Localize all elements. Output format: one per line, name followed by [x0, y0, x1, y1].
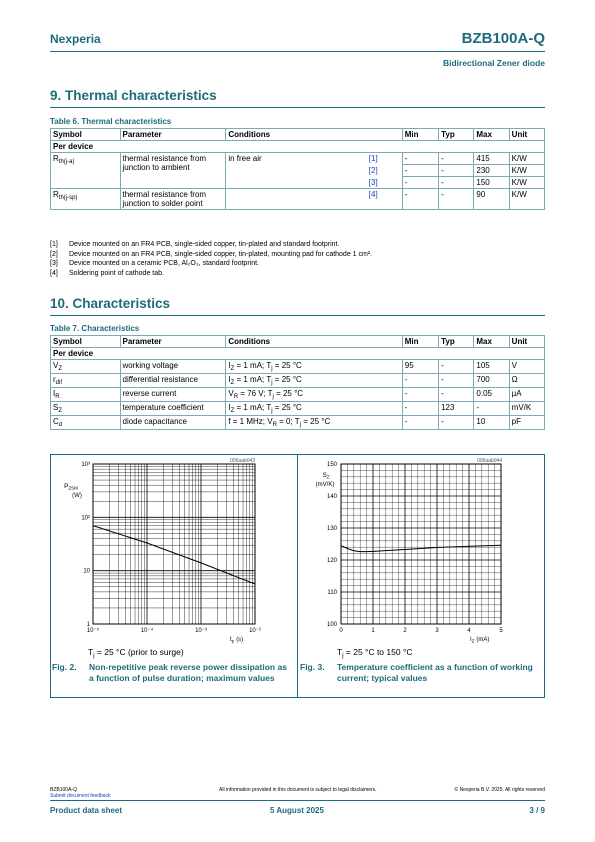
fig3-xtick-label: 1 [371, 628, 375, 634]
note-text: Device mounted on an FR4 PCB, single-sided copper, tin-plated, mounting pad for cathode 1 cm². [69, 250, 373, 258]
brand-name: Nexperia [50, 32, 101, 46]
max-cell: 10 [474, 416, 509, 430]
table-header-row [51, 129, 545, 141]
group-label: Per device [51, 141, 545, 153]
fig3-ytick-label: 130 [326, 526, 337, 532]
unit-cell: mV/K [509, 402, 544, 416]
unit-cell: K/W [509, 177, 544, 189]
fig2-ytick-label: 1 [86, 622, 90, 628]
fig2-plot-frame [93, 464, 255, 624]
footer-copyright: © Nexperia B.V. 2025. All rights reserved [454, 787, 545, 793]
fig3-xlabel-sub: Z [471, 638, 475, 644]
fig3-ytick-label: 100 [326, 622, 337, 628]
fig2-xtick-label: 10⁻³ [195, 628, 207, 634]
note-item [50, 240, 372, 250]
col-unit: Unit [509, 336, 544, 348]
footer-doc-id: BZB100A-Q [50, 787, 77, 793]
footer-page: 3 / 9 [529, 806, 545, 815]
footer-rule [50, 800, 545, 801]
fig3-chart [298, 454, 545, 644]
typ-cell: - [439, 153, 474, 165]
col-parameter: Parameter [120, 336, 226, 348]
symbol-main: I [53, 389, 56, 398]
table-6-caption: Table 6. Thermal characteristics [50, 117, 172, 126]
fig2-number: Fig. 2. [52, 662, 77, 672]
parameter-cell: thermal resistance from junction to solder point [120, 189, 226, 210]
col-min: Min [402, 336, 438, 348]
characteristics-table [50, 335, 545, 430]
parameter-cell: working voltage [120, 360, 226, 374]
fig3-caption: Temperature coefficient as a function of working current; typical values [337, 662, 533, 683]
fig3-condition: $T_j = 25$ °C to 150 °C [337, 647, 413, 659]
note-ref-link[interactable]: [2] [368, 166, 378, 175]
symbol-sub: th(j-sp) [58, 195, 78, 201]
section-9-title: 9. Thermal characteristics [50, 88, 217, 103]
fig3-ylabel-sub: Z [326, 474, 330, 480]
section-9-rule [50, 107, 545, 108]
symbol-sub: Z [58, 408, 63, 414]
table-row [51, 416, 545, 430]
symbol-cell [51, 153, 121, 189]
symbol-cell [51, 360, 121, 374]
symbol-sub: d [58, 422, 63, 428]
fig2-xtick-label: 10⁻⁵ [86, 628, 100, 634]
max-cell: 230 [474, 165, 509, 177]
min-cell [368, 177, 438, 189]
fig2-caption: Non-repetitive peak reverse power dissipation as a function of pulse duration; maximum values [89, 662, 287, 683]
col-unit: Unit [509, 129, 544, 141]
col-typ: Typ [439, 129, 474, 141]
fig2-xlabel-sub: p [231, 638, 235, 644]
fig3-yunit: (mV/K) [315, 482, 335, 488]
note-ref-link[interactable]: [4] [368, 190, 378, 199]
fig2-ytick-label: 10² [81, 515, 90, 522]
symbol-cell [51, 189, 121, 210]
unit-cell: K/W [509, 189, 544, 210]
symbol-cell [51, 388, 121, 402]
fig2-ylabel-sub: ZSM [68, 485, 78, 491]
col-conditions: Conditions [226, 336, 402, 348]
conditions-cell: $I_Z = 1$ mA; $T_j = 25$ °C [226, 360, 402, 374]
fig2-xtick-label: 10⁻² [249, 628, 261, 634]
table-row [51, 153, 545, 165]
thermal-table [50, 128, 545, 210]
min-cell: - [402, 374, 438, 388]
note-item [50, 250, 372, 260]
min-cell: 95 [402, 360, 438, 374]
max-cell: 90 [474, 189, 509, 210]
table-row [51, 402, 545, 416]
note-number: [4] [50, 269, 58, 277]
fig3-xlabel [470, 637, 489, 644]
fig2-ylabel [64, 483, 78, 491]
typ-cell: - [439, 360, 474, 374]
typ-cell: - [439, 189, 474, 210]
footer-doc-type: Product data sheet [50, 806, 123, 815]
col-parameter: Parameter [120, 129, 226, 141]
fig3-ytick-label: 150 [326, 462, 337, 468]
typ-cell: - [439, 165, 474, 177]
table-7-caption: Table 7. Characteristics [50, 324, 140, 333]
symbol-cell [51, 416, 121, 430]
table-notes [50, 240, 372, 278]
col-conditions: Conditions [226, 129, 402, 141]
unit-cell: V [509, 360, 544, 374]
fig3-code: 006aab044 [476, 458, 502, 464]
fig3-xtick-label: 3 [435, 628, 439, 634]
symbol-cell [51, 374, 121, 388]
table-row [51, 374, 545, 388]
group-row [51, 141, 545, 153]
min-value: - [404, 190, 408, 199]
typ-cell: 123 [439, 402, 474, 416]
fig3-xtick-label: 2 [403, 628, 407, 634]
unit-cell: µA [509, 388, 544, 402]
symbol-main: R [53, 190, 59, 199]
min-value: - [404, 154, 408, 163]
fig2-condition: $T_j = 25$ °C (prior to surge) [88, 647, 184, 659]
parameter-cell: temperature coefficient [120, 402, 226, 416]
note-ref-link[interactable]: [1] [368, 154, 378, 163]
fig3-xunit: (mA) [476, 637, 490, 643]
parameter-cell: differential resistance [120, 374, 226, 388]
document-subtitle: Bidirectional Zener diode [442, 58, 545, 68]
table-row [51, 388, 545, 402]
fig3-xlabel-main: I [470, 637, 472, 643]
note-ref-link[interactable]: [3] [368, 178, 378, 187]
symbol-main: C [53, 417, 59, 426]
min-cell: - [402, 388, 438, 402]
fig2-xtick-label: 10⁻⁴ [140, 628, 154, 634]
group-row [51, 348, 545, 360]
max-cell: 415 [474, 153, 509, 165]
symbol-sub: R [55, 394, 60, 400]
note-number: [1] [50, 241, 58, 248]
symbol-main: V [53, 361, 59, 370]
section-10-rule [50, 315, 545, 316]
symbol-sub: Z [58, 366, 63, 372]
min-cell [368, 153, 438, 165]
fig2-xunit: (s) [236, 637, 244, 643]
fig2-xlabel [230, 637, 243, 644]
note-text: Device mounted on a ceramic PCB, Al₂O₃, standard footprint. [69, 260, 259, 267]
conditions-cell: $V_R = 76$ V; $T_j = 25$ °C [226, 388, 402, 402]
header-rule [50, 51, 545, 52]
fig3-series-line [341, 545, 501, 551]
parameter-cell: reverse current [120, 388, 226, 402]
fig2-code: 006aab043 [229, 458, 255, 464]
fig3-plot-frame [341, 464, 501, 624]
note-number: [2] [50, 250, 58, 258]
symbol-sub: th(j-a) [58, 159, 75, 165]
max-cell: 150 [474, 177, 509, 189]
section-10-title: 10. Characteristics [50, 296, 171, 311]
col-max: Max [474, 336, 509, 348]
symbol-main: S [53, 403, 59, 412]
col-symbol: Symbol [51, 336, 121, 348]
fig2-ytick-label: 10³ [81, 462, 90, 468]
footer-legal: All information provided in this document is subject to legal disclaimers. [219, 787, 377, 793]
col-symbol: Symbol [51, 129, 121, 141]
min-value: - [404, 166, 408, 175]
table-header-row [51, 336, 545, 348]
fig2-ylabel-main: P [64, 483, 69, 490]
fig2-chart [50, 454, 297, 644]
unit-cell: K/W [509, 153, 544, 165]
conditions-cell: $I_Z = 1$ mA; $T_j = 25$ °C [226, 402, 402, 416]
part-number: BZB100A-Q [461, 30, 545, 47]
max-cell: 105 [474, 360, 509, 374]
conditions-cell: $I_Z = 1$ mA; $T_j = 25$ °C [226, 374, 402, 388]
col-max: Max [474, 129, 509, 141]
parameter-cell: diode capacitance [120, 416, 226, 430]
typ-cell: - [439, 374, 474, 388]
min-value: - [404, 178, 408, 187]
fig3-xtick-label: 5 [499, 628, 503, 634]
feedback-link[interactable]: Submit document feedback [50, 793, 111, 799]
symbol-main: r [53, 375, 56, 384]
fig2-ytick-label: 10 [83, 568, 90, 575]
min-cell: - [402, 402, 438, 416]
col-min: Min [402, 129, 438, 141]
conditions-cell: in free air [226, 153, 402, 189]
col-typ: Typ [439, 336, 474, 348]
fig3-xtick-label: 4 [467, 628, 471, 634]
parameter-cell: thermal resistance from junction to ambient [120, 153, 226, 189]
fig3-ytick-label: 140 [326, 494, 337, 500]
typ-cell: - [439, 177, 474, 189]
max-cell: 0.05 [474, 388, 509, 402]
symbol-main: R [53, 154, 59, 163]
note-item [50, 269, 372, 279]
fig2-yunit: (W) [72, 493, 82, 499]
footer-date: 5 August 2025 [270, 806, 324, 815]
conditions-cell: f = 1 MHz; $V_R = 0$; $T_j = 25$ °C [226, 416, 402, 430]
note-item [50, 259, 372, 269]
table-row [51, 360, 545, 374]
min-cell [368, 189, 438, 210]
typ-cell: - [439, 388, 474, 402]
symbol-sub: dif [55, 380, 63, 386]
typ-cell: - [439, 416, 474, 430]
fig3-ylabel-main: S [322, 472, 327, 479]
min-cell [368, 165, 438, 177]
fig3-xtick-label: 0 [339, 628, 343, 634]
note-number: [3] [50, 260, 58, 267]
fig3-ylabel [322, 472, 329, 480]
fig3-number: Fig. 3. [300, 662, 325, 672]
unit-cell: K/W [509, 165, 544, 177]
symbol-cell [51, 402, 121, 416]
max-cell: 700 [474, 374, 509, 388]
fig2-series-line [93, 526, 255, 585]
note-text: Soldering point of cathode tab. [69, 269, 164, 277]
table-row [51, 189, 545, 210]
fig3-ytick-label: 120 [326, 558, 337, 564]
note-text: Device mounted on an FR4 PCB, single-sided copper, tin-plated and standard footprint. [69, 241, 340, 248]
fig3-ytick-label: 110 [327, 590, 337, 596]
unit-cell: pF [509, 416, 544, 430]
fig2-xlabel-main: t [230, 637, 232, 643]
group-label: Per device [51, 348, 545, 360]
min-cell: - [402, 416, 438, 430]
unit-cell: Ω [509, 374, 544, 388]
max-cell: - [474, 402, 509, 416]
